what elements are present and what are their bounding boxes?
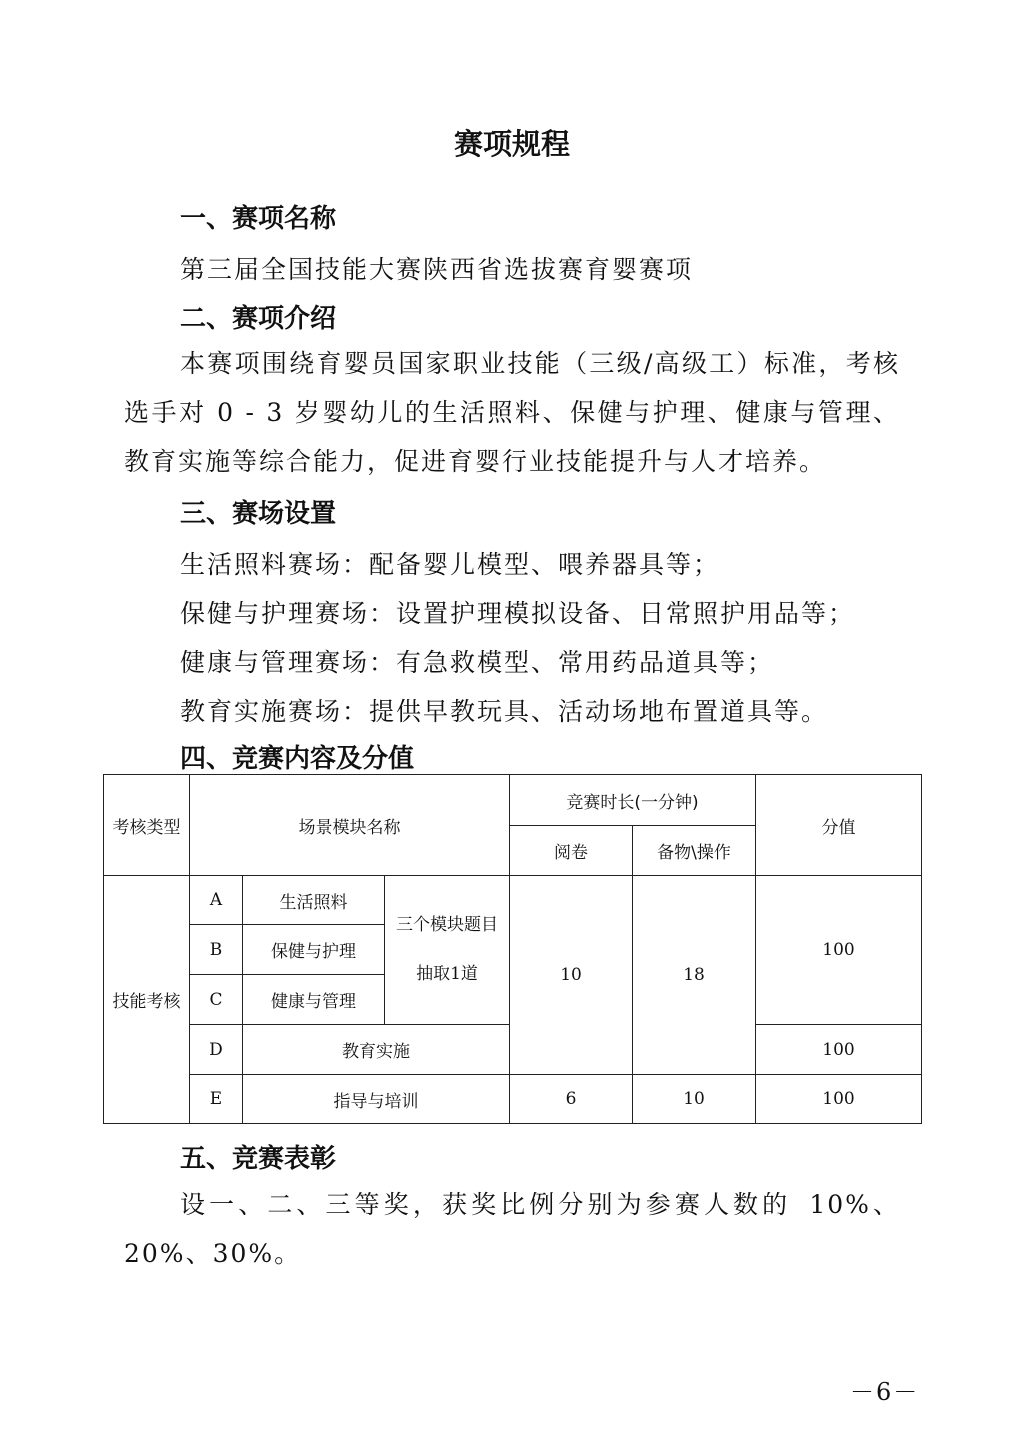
row-a-name: 生活照料 (243, 876, 385, 925)
row-b-name: 保健与护理 (243, 925, 385, 975)
group-reading: 10 (510, 876, 633, 1075)
section-heading-awards: 五、竞赛表彰 (180, 1144, 337, 1174)
row-d-name: 教育实施 (243, 1025, 510, 1075)
row-a-code: A (190, 876, 243, 925)
section-heading-name: 一、赛项名称 (180, 204, 337, 234)
row-e-code: E (190, 1075, 243, 1124)
awards-paragraph: 设一、二、三等奖，获奖比例分别为参赛人数的 10%、20%、30%。 (124, 1190, 900, 1268)
header-type: 考核类型 (104, 775, 190, 876)
draw-note-line-1: 三个模块题目 (396, 915, 498, 935)
row-e-prep: 10 (633, 1075, 756, 1124)
header-prep: 备物\操作 (633, 826, 756, 876)
venue-line-3: 健康与管理赛场：有急救模型、常用药品道具等； (180, 648, 775, 677)
row-d-score: 100 (756, 1025, 922, 1075)
section-heading-venue: 三、赛场设置 (180, 499, 337, 529)
header-reading: 阅卷 (510, 826, 633, 876)
row-b-code: B (190, 925, 243, 975)
section-heading-content: 四、竞赛内容及分值 (180, 744, 415, 774)
draw-note-line-2: 抽取1道 (416, 964, 478, 984)
row-c-code: C (190, 975, 243, 1025)
row-d-code: D (190, 1025, 243, 1075)
group-score: 100 (756, 876, 922, 1025)
draw-note-cell (385, 876, 510, 1025)
group-prep: 18 (633, 876, 756, 1075)
venue-line-1: 生活照料赛场：配备婴儿模型、喂养器具等； (180, 550, 721, 579)
row-e-name: 指导与培训 (243, 1075, 510, 1124)
row-e-reading: 6 (510, 1075, 633, 1124)
category-cell: 技能考核 (104, 876, 190, 1124)
page-number: －6－ (850, 1378, 920, 1406)
header-score: 分值 (756, 775, 922, 876)
row-e-score: 100 (756, 1075, 922, 1124)
intro-paragraph: 本赛项围绕育婴员国家职业技能（三级/高级工）标准，考核选手对 0 - 3 岁婴幼儿的生活照料、保健与护理、健康与管理、教育实施等综合能力，促进育婴行业技能提升与人才培养。 (124, 349, 900, 476)
page-title: 赛项规程 (453, 127, 570, 161)
header-module: 场景模块名称 (190, 775, 510, 876)
header-duration: 竞赛时长(一分钟) (510, 775, 756, 826)
section-heading-intro: 二、赛项介绍 (180, 304, 337, 334)
row-c-name: 健康与管理 (243, 975, 385, 1025)
event-name-text: 第三届全国技能大赛陕西省选拔赛育婴赛项 (180, 255, 694, 284)
venue-line-4: 教育实施赛场：提供早教玩具、活动场地布置道具等。 (180, 697, 829, 726)
score-table (103, 774, 922, 1124)
venue-line-2: 保健与护理赛场：设置护理模拟设备、日常照护用品等； (180, 599, 856, 628)
